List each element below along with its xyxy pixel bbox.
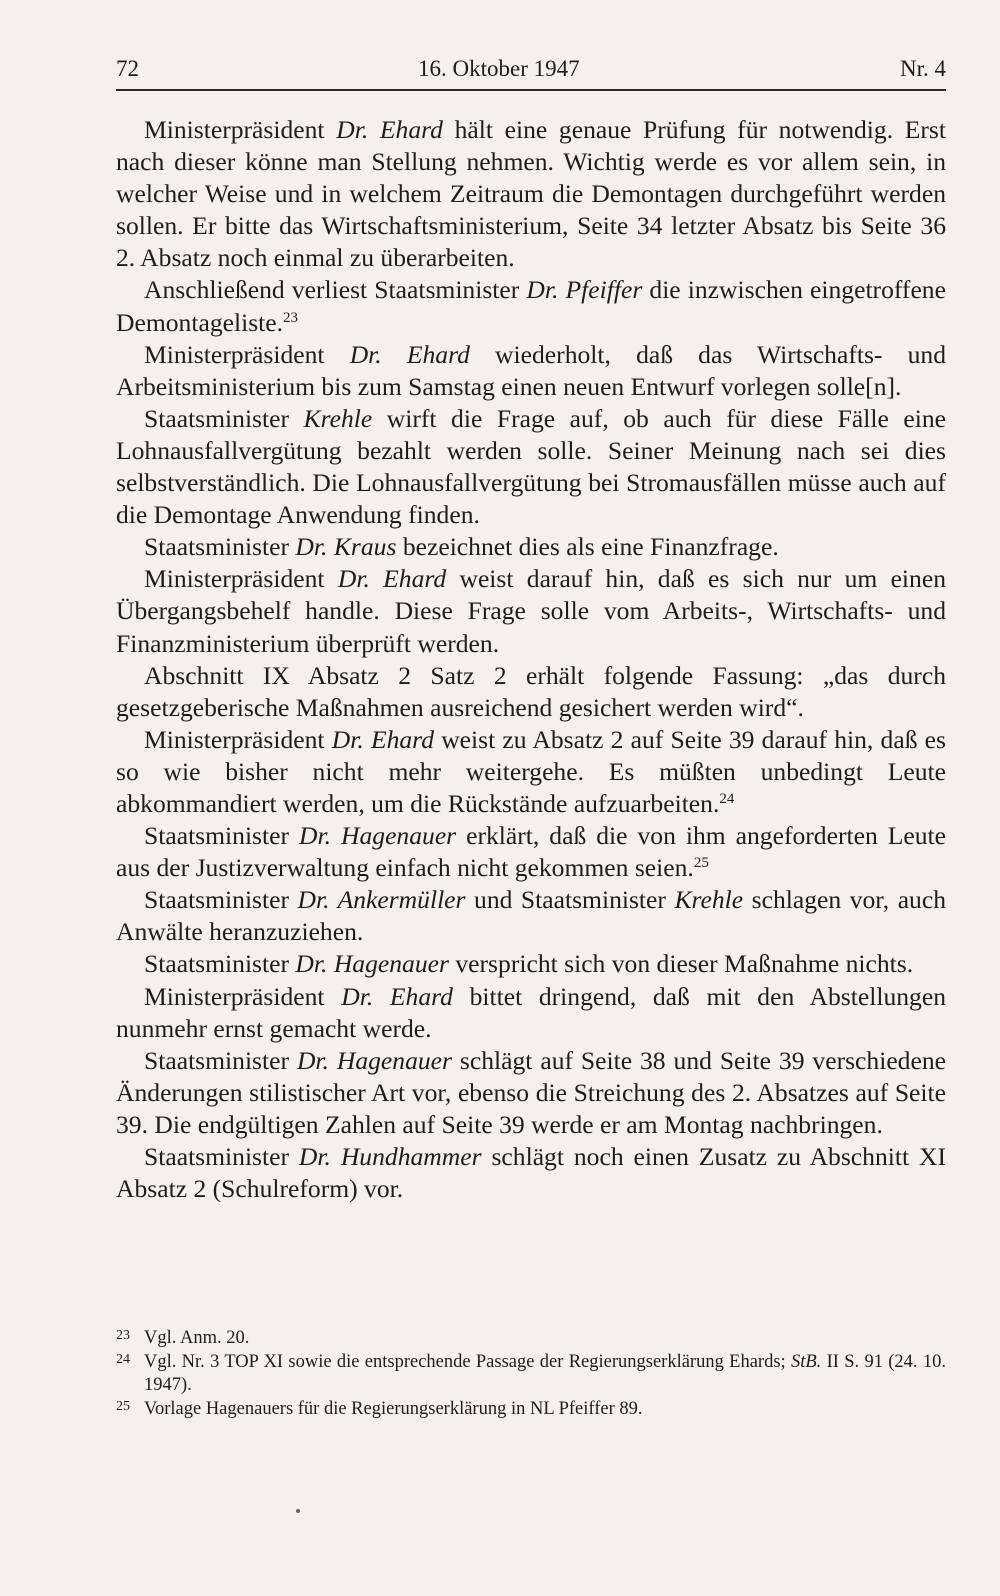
footnote-ref: 23 — [283, 309, 299, 326]
footnote-text: Vorlage Hagenauers für die Regierungserklärung in NL Pfeiffer 89. — [144, 1398, 643, 1419]
paragraph-text: verspricht sich von dieser Maßnahme nichts. — [448, 949, 914, 979]
paragraph — [116, 1045, 946, 1141]
footnote — [116, 1351, 946, 1398]
paragraph-text: Staatsminister — [144, 949, 296, 979]
paragraph-text: die inzwischen eingetroffene Demontageliste. — [116, 275, 946, 337]
speaker-name: Krehle — [303, 403, 373, 433]
speaker-name: Dr. Hagenauer — [295, 949, 449, 979]
paragraph-text: Staatsminister — [144, 532, 296, 562]
header-rule — [116, 89, 946, 91]
paragraph — [116, 403, 946, 531]
paragraph-text: Staatsminister — [144, 885, 298, 915]
footnote-ref: 24 — [719, 790, 735, 807]
paragraph-text: wirft die Frage auf, ob auch für diese Fälle eine Lohnausfallvergütung bezahlt werden solle. Seiner Meinung nach sei dies selbstverständlich. Die Lohnausfallvergütung bei Stromausfällen müsse auch auf die Demontage Anwendung finden. — [116, 403, 946, 530]
speaker-name: Dr. Ehard — [341, 981, 453, 1011]
footnote — [116, 1327, 946, 1351]
paragraph — [116, 948, 946, 980]
footnote-text: II S. 91 (24. 10. 1947). — [144, 1351, 946, 1396]
paragraph-text: weist zu Absatz 2 auf Seite 39 darauf hin, daß es so wie bisher nicht mehr weitergehe. Es müßten unbedingt Leute abkommandiert werden, um die Rückstände aufzuarbeiten. — [116, 724, 947, 818]
paragraph-text: Anschließend verliest Staatsminister — [144, 275, 527, 305]
paragraph — [116, 724, 946, 820]
speaker-name: Dr. Ehard — [336, 115, 443, 144]
footnote-source: StB. — [790, 1351, 822, 1372]
paragraph-text: Staatsminister — [144, 1142, 299, 1171]
footnote-text: Vgl. Nr. 3 TOP XI sowie die entsprechende Passage der Regierungserklärung Ehards; — [144, 1351, 791, 1372]
paragraph-text: und Staatsminister — [465, 885, 675, 915]
header-date: 16. Oktober 1947 — [418, 56, 580, 81]
paragraph-text: Ministerpräsident — [144, 564, 338, 594]
footnote-number: 25 — [116, 1398, 130, 1414]
footnote-number: 23 — [116, 1328, 130, 1343]
page-header — [116, 56, 946, 86]
footnote-text: Vgl. Anm. 20. — [144, 1328, 250, 1348]
paragraph-text: Abschnitt IX Absatz 2 Satz 2 erhält folgende Fassung: „das durch gesetzgeberische Maßnahmen ausreichend gesichert werden wird“. — [116, 660, 946, 722]
page-speck — [296, 1509, 300, 1513]
paragraph-text: schlägt noch einen Zusatz zu Abschnitt XI Absatz 2 (Schulreform) vor. — [116, 1142, 946, 1204]
paragraph-text: schlägt auf Seite 38 und Seite 39 verschiedene Änderungen stilistischer Art vor, ebenso die Streichung des 2. Absatzes auf Seite 39. Die endgültigen Zahlen auf Seite 39 werde er am Montag nachbringen. — [116, 1045, 946, 1139]
paragraph — [116, 660, 946, 724]
paragraph — [116, 820, 946, 884]
speaker-name: Dr. Ehard — [331, 724, 434, 754]
speaker-name: Dr. Ehard — [349, 339, 470, 369]
footnote-ref: 25 — [693, 855, 709, 872]
paragraph — [116, 884, 946, 948]
paragraph-text: bittet dringend, daß mit den Abstellungen nunmehr ernst gemacht werde. — [116, 981, 946, 1043]
paragraph — [116, 339, 946, 403]
speaker-name: Dr. Kraus — [295, 532, 397, 562]
paragraph — [116, 563, 946, 659]
paragraph-text: Staatsminister — [144, 1045, 297, 1075]
speaker-name: Dr. Pfeiffer — [526, 275, 643, 305]
paragraph — [116, 981, 946, 1045]
paragraph-text: bezeichnet dies als eine Finanzfrage. — [396, 532, 779, 562]
paragraph-text: Ministerpräsident — [144, 339, 350, 369]
speaker-name: Dr. Hagenauer — [296, 1045, 453, 1075]
paragraph-text: wiederholt, daß das Wirtschafts- und Arbeitsministerium bis zum Samstag einen neuen Entwurf vorlegen solle[n]. — [116, 339, 946, 401]
footnotes — [116, 1327, 946, 1421]
footnote-number: 24 — [116, 1351, 130, 1367]
footnote — [116, 1398, 946, 1422]
paragraph — [116, 531, 946, 563]
page-number: 72 — [116, 56, 139, 81]
paragraph-text: Staatsminister — [144, 403, 304, 433]
paragraph-text: schlagen vor, auch Anwälte heranzuziehen. — [116, 885, 947, 947]
speaker-name: Dr. Hundhammer — [298, 1142, 482, 1171]
paragraph-text: hält eine genaue Prüfung für notwendig. Erst nach dieser könne man Stellung nehmen. Wichtig werde es vor allem sein, in welcher Weise und in welchem Zeitraum die Demontagen durchgeführt werden sollen. Er bitte das Wirtschaftsministerium, Seite 34 letzter Absatz bis Seite 36 2. Absatz noch einmal zu überarbeiten. — [116, 115, 947, 273]
paragraph-text: Staatsminister — [144, 821, 299, 851]
speaker-name: Dr. Ankermüller — [297, 885, 466, 915]
main-text — [116, 114, 946, 1205]
paragraph — [116, 274, 946, 338]
paragraph-text: weist darauf hin, daß es sich nur um einen Übergangsbehelf handle. Diese Frage solle vom Arbeits-, Wirtschafts- und Finanzministerium überprüft werden. — [116, 564, 946, 658]
speaker-name: Krehle — [674, 885, 744, 915]
speaker-name: Dr. Ehard — [337, 564, 447, 594]
paragraph-text: erklärt, daß die von ihm angeforderten Leute aus der Justizverwaltung einfach nicht gekommen seien. — [116, 821, 946, 883]
paragraph — [116, 114, 946, 274]
paragraph-text: Ministerpräsident — [144, 981, 342, 1011]
issue-number: Nr. 4 — [900, 56, 946, 81]
paragraph-text: Ministerpräsident — [144, 724, 332, 754]
paragraph-text: Ministerpräsident — [144, 115, 337, 144]
speaker-name: Dr. Hagenauer — [299, 821, 457, 851]
paragraph — [116, 1141, 946, 1205]
